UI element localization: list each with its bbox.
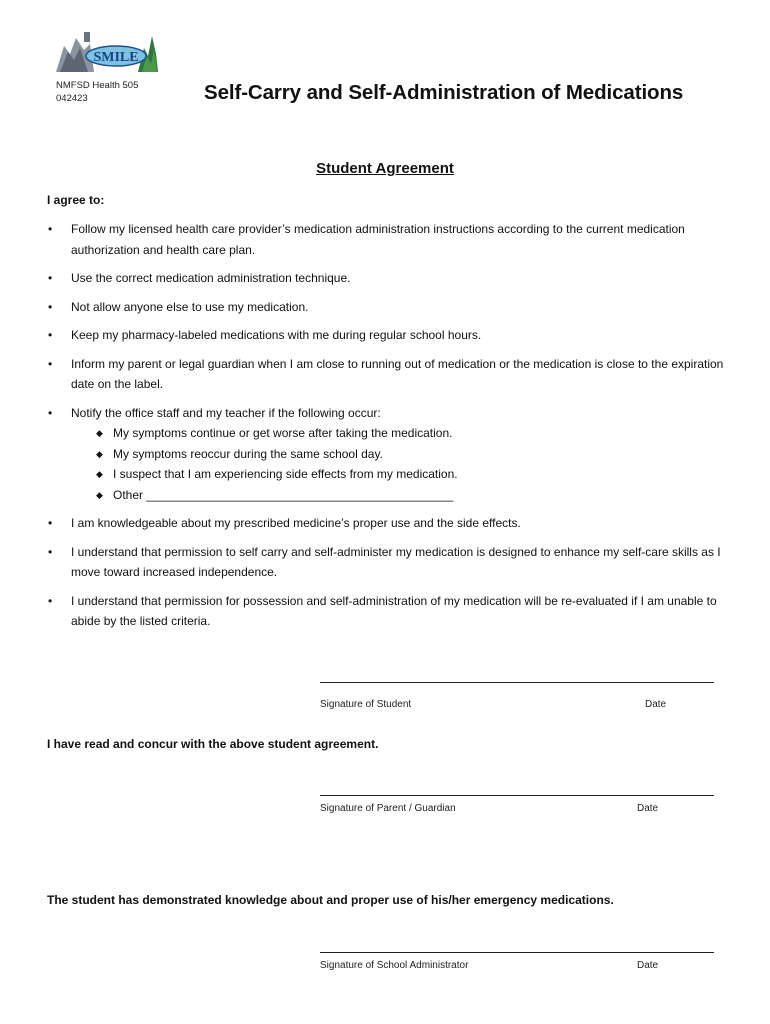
admin-signature-label: Signature of School Administrator	[320, 960, 469, 971]
agreement-list	[47, 219, 727, 640]
diamond-bullet-icon: ◆	[96, 448, 103, 459]
page-title: Self-Carry and Self-Administration of Medications	[204, 81, 684, 104]
parent-signature-label: Signature of Parent / Guardian	[320, 803, 456, 814]
admin-date-label: Date	[637, 960, 659, 971]
student-date-label: Date	[645, 699, 667, 710]
diamond-bullet-icon: ◆	[96, 428, 103, 438]
parent-date-label: Date	[637, 803, 659, 814]
list-item: • Use the correct medication administration technique.	[47, 268, 727, 289]
section-title: Student Agreement	[316, 160, 454, 177]
form-number: NMFSD Health 505	[56, 80, 139, 91]
form-id	[56, 79, 138, 105]
sub-list-item: ◆ Other ______________________________________________	[113, 485, 727, 506]
intro-text: I agree to:	[47, 193, 105, 207]
sub-list-item: ◆ My symptoms continue or get worse after taking the medication.	[113, 423, 727, 444]
list-item-label: Notify the office staff and my teacher if the following occur:	[71, 405, 381, 420]
sub-list-item: ◆ I suspect that I am experiencing side effects from my medication.	[113, 464, 727, 485]
diamond-bullet-icon: ◆	[96, 469, 103, 479]
svg-text:SMILE: SMILE	[93, 50, 139, 65]
list-item: • Inform my parent or legal guardian when I am close to running out of medication or the medication is close to the expiration date on the label.	[47, 354, 727, 395]
list-item: • Keep my pharmacy-labeled medications with me during regular school hours.	[47, 325, 727, 346]
list-item: • Not allow anyone else to use my medication.	[47, 297, 727, 318]
parent-signature-line[interactable]	[320, 795, 714, 796]
parent-statement: I have read and concur with the above student agreement.	[47, 737, 379, 751]
student-signature-line[interactable]	[320, 682, 714, 683]
diamond-bullet-icon: ◆	[96, 489, 103, 500]
smile-logo	[54, 26, 160, 74]
sub-list-item: ◆ My symptoms reoccur during the same school day.	[113, 444, 727, 465]
list-item: • I am knowledgeable about my prescribed medicine’s proper use and the side effects.	[47, 513, 727, 534]
list-item	[47, 403, 727, 506]
admin-statement: The student has demonstrated knowledge about and proper use of his/her emergency medications.	[47, 893, 614, 907]
student-signature-label: Signature of Student	[320, 699, 412, 710]
notify-sublist	[71, 423, 727, 505]
list-item: • Follow my licensed health care provider’s medication administration instructions according to the current medication authorization and health care plan.	[47, 219, 727, 260]
form-date: 042423	[56, 93, 88, 104]
list-item: • I understand that permission to self carry and self-administer my medication is designed to enhance my self-care skills as I move toward increased independence.	[47, 542, 727, 583]
admin-signature-line[interactable]	[320, 952, 714, 953]
list-item: • I understand that permission for possession and self-administration of my medication will be re-evaluated if I am unable to abide by the listed criteria.	[47, 591, 727, 632]
